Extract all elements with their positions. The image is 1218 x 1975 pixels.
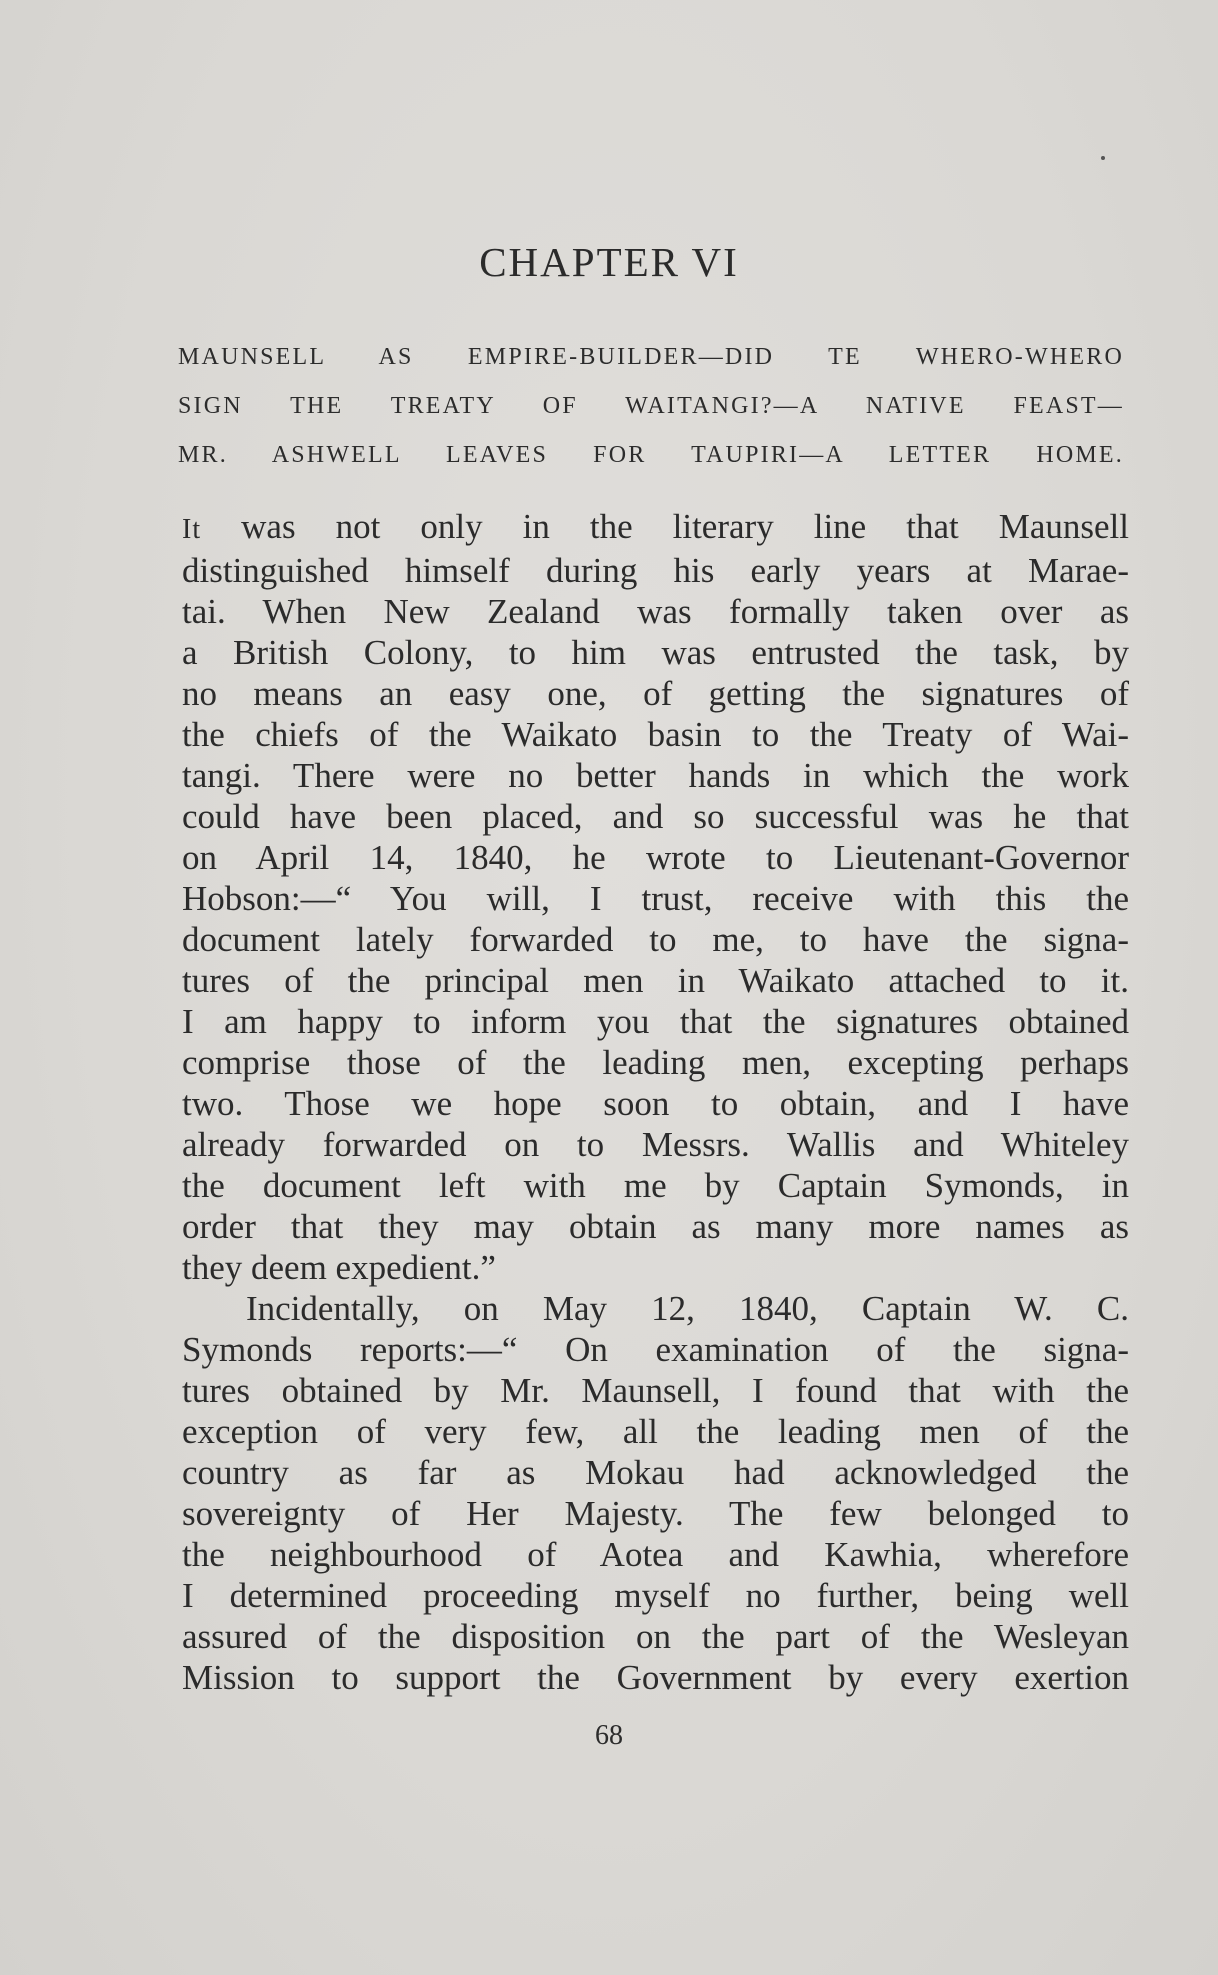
body-line: the document left with me by Captain Symonds, in	[182, 1166, 1129, 1205]
body-line: could have been placed, and so successful was he that	[182, 797, 1129, 836]
body-line: already forwarded on to Messrs. Wallis and Whiteley	[182, 1125, 1129, 1164]
body-line: sovereignty of Her Majesty. The few belonged to	[182, 1494, 1129, 1533]
body-line: Mission to support the Government by every exertion	[182, 1658, 1129, 1697]
body-line	[182, 506, 1129, 550]
body-line: Incidentally, on May 12, 1840, Captain W. C.	[246, 1289, 1129, 1328]
body-line: distinguished himself during his early years at Marae-	[182, 551, 1129, 590]
body-line: Hobson:—“ You will, I trust, receive with this the	[182, 879, 1129, 918]
body-line: the chiefs of the Waikato basin to the Treaty of Wai-	[182, 715, 1129, 754]
body-line: order that they may obtain as many more names as	[182, 1207, 1129, 1246]
chapter-title: CHAPTER VI	[479, 239, 739, 285]
body-line: exception of very few, all the leading men of the	[182, 1412, 1129, 1451]
body-line: comprise those of the leading men, excepting perhaps	[182, 1043, 1129, 1082]
body-line: the neighbourhood of Aotea and Kawhia, wherefore	[182, 1535, 1129, 1574]
paper-speck	[1101, 156, 1105, 160]
body-line: I determined proceeding myself no further, being well	[182, 1576, 1129, 1615]
body-line: country as far as Mokau had acknowledged the	[182, 1453, 1129, 1492]
body-text	[182, 506, 1129, 1698]
body-line: two. Those we hope soon to obtain, and I have	[182, 1084, 1129, 1123]
page-number: 68	[595, 1720, 623, 1751]
chapter-summary	[178, 333, 1124, 480]
body-line: on April 14, 1840, he wrote to Lieutenant-Governor	[182, 838, 1129, 877]
body-line: a British Colony, to him was entrusted the task, by	[182, 633, 1129, 672]
body-line: tures obtained by Mr. Maunsell, I found that with the	[182, 1371, 1129, 1410]
body-line-text: was not only in the literary line that Maunsell	[201, 507, 1129, 546]
body-line: tures of the principal men in Waikato attached to it.	[182, 961, 1129, 1000]
body-line: no means an easy one, of getting the signatures of	[182, 674, 1129, 713]
summary-line: SIGN THE TREATY OF WAITANGI?—A NATIVE FEAST—	[178, 393, 1124, 419]
summary-line: MR. ASHWELL LEAVES FOR TAUPIRI—A LETTER HOME.	[178, 442, 1124, 468]
body-line: assured of the disposition on the part of the Wesleyan	[182, 1617, 1129, 1656]
body-line: Symonds reports:—“ On examination of the signa-	[182, 1330, 1129, 1369]
body-line: tangi. There were no better hands in which the work	[182, 756, 1129, 795]
body-line: I am happy to inform you that the signatures obtained	[182, 1002, 1129, 1041]
body-line: tai. When New Zealand was formally taken over as	[182, 592, 1129, 631]
body-line: document lately forwarded to me, to have the signa-	[182, 920, 1129, 959]
lead-word: It	[182, 514, 202, 545]
body-line: they deem expedient.”	[182, 1248, 496, 1287]
summary-line: MAUNSELL AS EMPIRE-BUILDER—DID TE WHERO-WHERO	[178, 344, 1124, 370]
